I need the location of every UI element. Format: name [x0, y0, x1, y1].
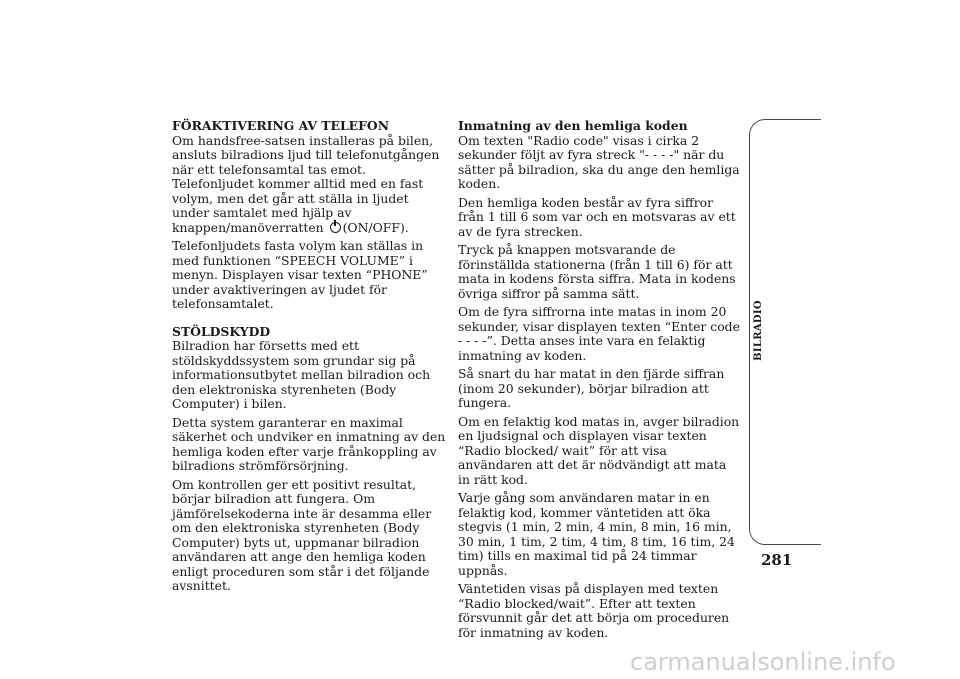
paragraph-stoldskydd-3: Om kontrollen ger ett positivt resultat, börjar bilradion att fungera. Om jämförelsekoderna inte är desamma eller om den elektroniska styrenheten (Body Computer) byts ut, uppmanar bilradion användaren att ange den hemliga koden enligt proceduren som står i det följande avsnittet.: [172, 476, 432, 593]
paragraph-code-4: Om de fyra siffrorna inte matas in inom 20 sekunder, visar displayen texten “Enter code - - - -”. Detta anses inte vara en felaktig inmatning av koden.: [458, 304, 740, 363]
paragraph-code-2: Den hemliga koden består av fyra siffror från 1 till 6 som var och en motsvaras av ett av de fyra strecken.: [458, 194, 736, 239]
paragraph-code-6: Om en felaktig kod matas in, avger bilradion en ljudsignal och displayen visar texten “Radio blocked/ wait” för att visa användaren att det är nödvändigt att mata in rätt kod.: [458, 413, 740, 487]
power-icon: [330, 222, 341, 233]
watermark: carmanualsonline.info: [630, 648, 896, 676]
paragraph-stoldskydd-2: Detta system garanterar en maximal säkerhet och undviker en inmatning av den hemliga koden efter varje frånkoppling av bilradions strömförsörjning.: [172, 414, 446, 473]
paragraph-code-3: Tryck på knappen motsvarande de förinställda stationerna (från 1 till 6) för att mata in kodens första siffra. Mata in kodens övriga siffror på samma sätt.: [458, 242, 736, 301]
heading-stoldskydd: STÖLDSKYDD: [172, 323, 271, 339]
paragraph-handsfree: Om handsfree-satsen installeras på bilen, ansluts bilradions ljud till telefonutgången när ett telefonsamtal tas emot. Telefonljudet kommer alltid med en fast volym, men det går att ställa in ljudet under samtalet med hjälp av knappen/manöverratten (ON/OFF).: [172, 132, 440, 235]
heading-hemliga-koden: Inmatning av den hemliga koden: [458, 118, 688, 133]
page-number: 281: [761, 551, 793, 569]
paragraph-code-8: Väntetiden visas på displayen med texten “Radio blocked/wait”. Efter att texten försvunnit går det att börja om proceduren för inmatning av koden.: [458, 581, 730, 640]
paragraph-code-7: Varje gång som användaren matar in en felaktig kod, kommer väntetiden att öka stegvis (1 min, 2 min, 4 min, 8 min, 16 min, 30 min, 1 tim, 2 tim, 4 tim, 8 tim, 16 tim, 24 tim) tills en maximal tid på 24 timmar uppnås.: [458, 490, 735, 578]
paragraph-speech-volume: Telefonljudets fasta volym kan ställas in med funktionen “SPEECH VOLUME” i menyn. Displayen visar texten “PHONE” under avaktiveringen av ljudet för telefonsamtalet.: [172, 238, 428, 311]
paragraph-code-5: Så snart du har matat in den fjärde siffran (inom 20 sekunder), börjar bilradion att fungera.: [458, 366, 725, 410]
left-column: [172, 119, 446, 598]
right-column: [458, 119, 740, 644]
section-tab-label: BILRADIO: [752, 299, 764, 361]
heading-telefon: FÖRAKTIVERING AV TELEFON: [172, 118, 390, 133]
paragraph-code-1: Om texten "Radio code" visas i cirka 2 sekunder följt av fyra streck "- - - -" när du sätter på bilradion, ska du ange den hemliga koden.: [458, 132, 740, 191]
paragraph-stoldskydd-1: Bilradion har försetts med ett stöldskyddssystem som grundar sig på informationsutbytet mellan bilradion och den elektroniska styrenheten (Body Computer) i bilen.: [172, 338, 431, 411]
